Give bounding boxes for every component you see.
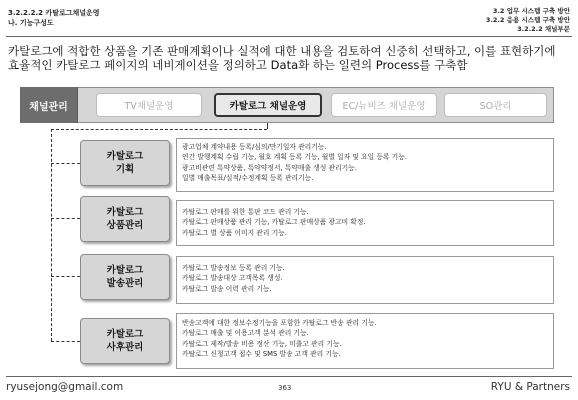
footer-divider [6,376,572,377]
category-title-line2: 기획 [115,164,135,175]
connector-line [267,123,268,129]
channel-bar-label: 채널관리 [20,87,78,123]
intro-paragraph: 카탈로그에 적합한 상품을 기존 판매계획이나 실적에 대한 내용을 검토하여 신중히 선택하고, 이를 표현하기에 효율적인 카탈로그 페이지의 네비게이션을 정의하고 Data화 하는 일련의 Process를 구축함 [8,45,556,72]
category-planning [80,140,170,186]
description-line: 카탈로그 발송대상 고객목록 생성. [182,274,283,283]
breadcrumb-level-3: 3.2.2.2 채널부문 [517,25,570,33]
category-aftercare-management [80,318,170,364]
connector-line [51,276,80,277]
description-line: 카탈로그 판매를 위한 통판 코드 관리 기능. [182,208,309,216]
tab-ec-newbiz-channel[interactable]: EC/뉴비즈 채널운영 [331,93,437,117]
section-header [8,8,100,28]
breadcrumb-level-2: 3.2.2 응용 시스템 구축 방안 [485,16,570,24]
page-number: 363 [278,384,292,392]
footer-brand: RYU & Partners [490,381,570,393]
description-line: 일별 매출목표/실적/수정계획 등록 관리기능. [182,173,314,182]
category-title-line2: 사후관리 [106,342,144,353]
description-line: 카탈로그 발송 이력 관리 기능. [182,284,272,293]
description-line: 카탈로그 신청고객 접수 및 SMS 발송 고객 관리 기능. [182,349,341,358]
section-subtitle: 나. 기능구성도 [8,19,54,27]
description-line: 카탈로그 매출 및 이용고객 분석 관리 기능. [182,329,309,338]
section-number-title: 3.2.2.2.2 카탈로그채널운영 [8,9,100,17]
category-shipping-management-description [176,256,554,304]
category-product-management-description [176,200,554,246]
category-shipping-management [80,254,170,300]
description-line: 카탈로그 제작/발송 비용 정산 기능, 미출고 관리 기능. [182,339,342,348]
category-title-line1: 카탈로그 [106,265,144,276]
category-title-line2: 발송관리 [106,278,144,289]
description-line: 반송고객에 대한 정보수정기능을 포함한 카탈로그 반송 관리 기능. [182,319,377,327]
category-title-line1: 카탈로그 [106,329,144,340]
description-line: 카탈로그 발송정보 등록 관리 기능. [182,264,285,272]
description-line: 카탈로그 판매상품 관리 기능, 카탈로그 판매상품 광고비 확정. [182,218,366,227]
header-divider [6,36,572,37]
breadcrumb-level-1: 3.2 업무 시스템 구축 방안 [492,7,570,15]
connector-line [51,163,80,164]
description-line: 연간 발행계획 수립 기능, 월호 계획 등록 기능, 월별 일자 및 요일 등록 기능. [182,153,407,162]
connector-line [51,129,52,341]
connector-line [51,341,80,342]
category-planning-description [176,138,554,192]
tab-so-management[interactable]: SO관리 [444,93,547,117]
tab-catalog-channel[interactable]: 카탈로그 채널운영 [214,93,322,117]
description-line: 광고업체 계약내용 등록/심의/만기일자 관리기능. [182,143,327,151]
category-product-management [80,196,170,242]
connector-line [51,218,80,219]
category-aftercare-management-description [176,313,554,369]
tab-tv-channel[interactable]: TV채널운영 [96,93,202,117]
category-title-line1: 카탈로그 [106,151,144,162]
category-title-line2: 상품관리 [106,220,144,231]
description-line: 카탈로그 별 상품 이미지 관리 기능. [182,228,287,237]
connector-line [51,129,267,130]
footer-email: ryusejong@gmail.com [6,381,124,393]
chapter-breadcrumb [486,7,570,34]
description-line: 광고비관련 특약상품, 특약약정서, 특약매출 생성 관리기능. [182,163,357,172]
category-title-line1: 카탈로그 [106,207,144,218]
